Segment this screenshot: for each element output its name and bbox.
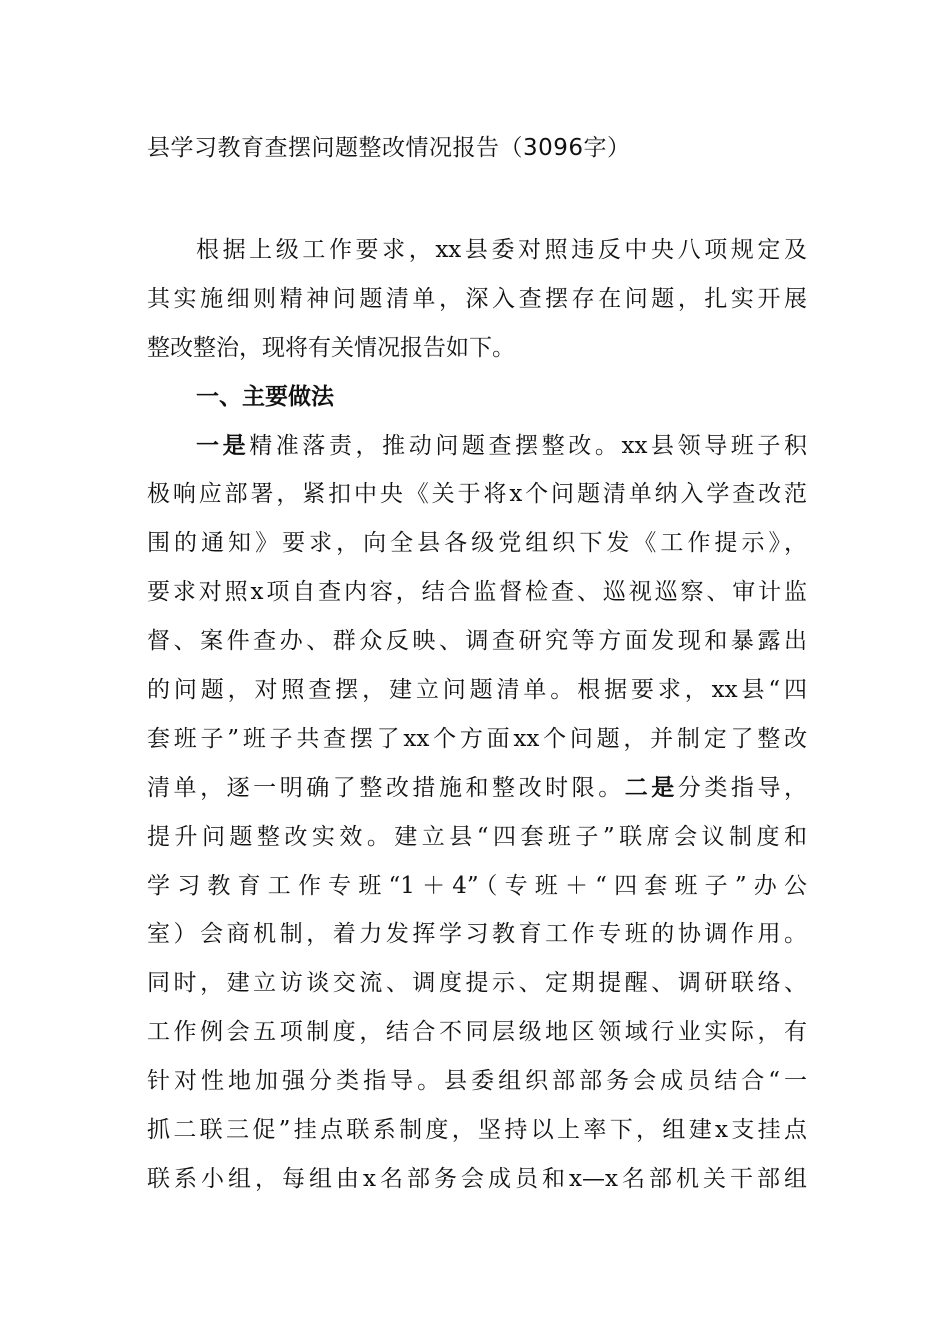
point1-line-3: 围的通知》要求，向全县各级党组织下发《工作提示》， — [147, 530, 807, 557]
point2-line-7: 针对性地加强分类指导。县委组织部部务会成员结合“一 — [147, 1068, 807, 1095]
intro-line-2: 其实施细则精神问题清单，深入查摆存在问题，扎实开展 — [147, 285, 807, 312]
point2-line-6: 工作例会五项制度，结合不同层级地区领域行业实际，有 — [147, 1019, 807, 1046]
point2-label: 二是 — [624, 774, 678, 801]
point1-line-4: 要求对照x项自查内容，结合监督检查、巡视巡察、审计监 — [147, 579, 807, 606]
point1-line-2: 极响应部署，紧扣中央《关于将x个问题清单纳入学查改范 — [147, 481, 807, 508]
document-title: 县学习教育查摆问题整改情况报告（3096字） — [147, 135, 631, 161]
point2-suffix: 分类指导， — [677, 774, 808, 801]
point2-line-4: 室）会商机制，着力发挥学习教育工作专班的协调作用。 — [147, 921, 807, 948]
point1-line-6: 的问题，对照查摆，建立问题清单。根据要求，xx县“四 — [147, 677, 807, 704]
intro-line-1: 根据上级工作要求，xx县委对照违反中央八项规定及 — [196, 237, 807, 263]
section-heading: 一、主要做法 — [196, 383, 334, 410]
point2-line-3: 学习教育工作专班“1＋4”（专班＋“四套班子”办公 — [147, 872, 807, 899]
point2-line-8: 抓二联三促”挂点联系制度，坚持以上率下，组建x支挂点 — [147, 1117, 807, 1144]
point1-line-5: 督、案件查办、群众反映、调查研究等方面发现和暴露出 — [147, 628, 807, 655]
intro-line-3: 整改整治，现将有关情况报告如下。 — [147, 334, 515, 361]
point2-prefix: 清单，逐一明确了整改措施和整改时限。 — [147, 774, 625, 801]
point1-label: 一是 — [196, 432, 250, 459]
point1-line-7: 套班子”班子共查摆了xx个方面xx个问题，并制定了整改 — [147, 725, 807, 752]
point1-first-line — [147, 422, 807, 471]
point2-first-line — [147, 764, 807, 813]
document-body — [147, 226, 807, 1204]
point2-line-2: 提升问题整改实效。建立县“四套班子”联席会议制度和 — [147, 823, 807, 850]
point1-first-text: 精准落责，推动问题查摆整改。xx县领导班子积 — [249, 432, 807, 459]
point2-line-9: 联系小组，每组由x名部务会成员和x—x名部机关干部组 — [147, 1165, 807, 1192]
point2-line-5: 同时，建立访谈交流、调度提示、定期提醒、调研联络、 — [147, 970, 807, 997]
